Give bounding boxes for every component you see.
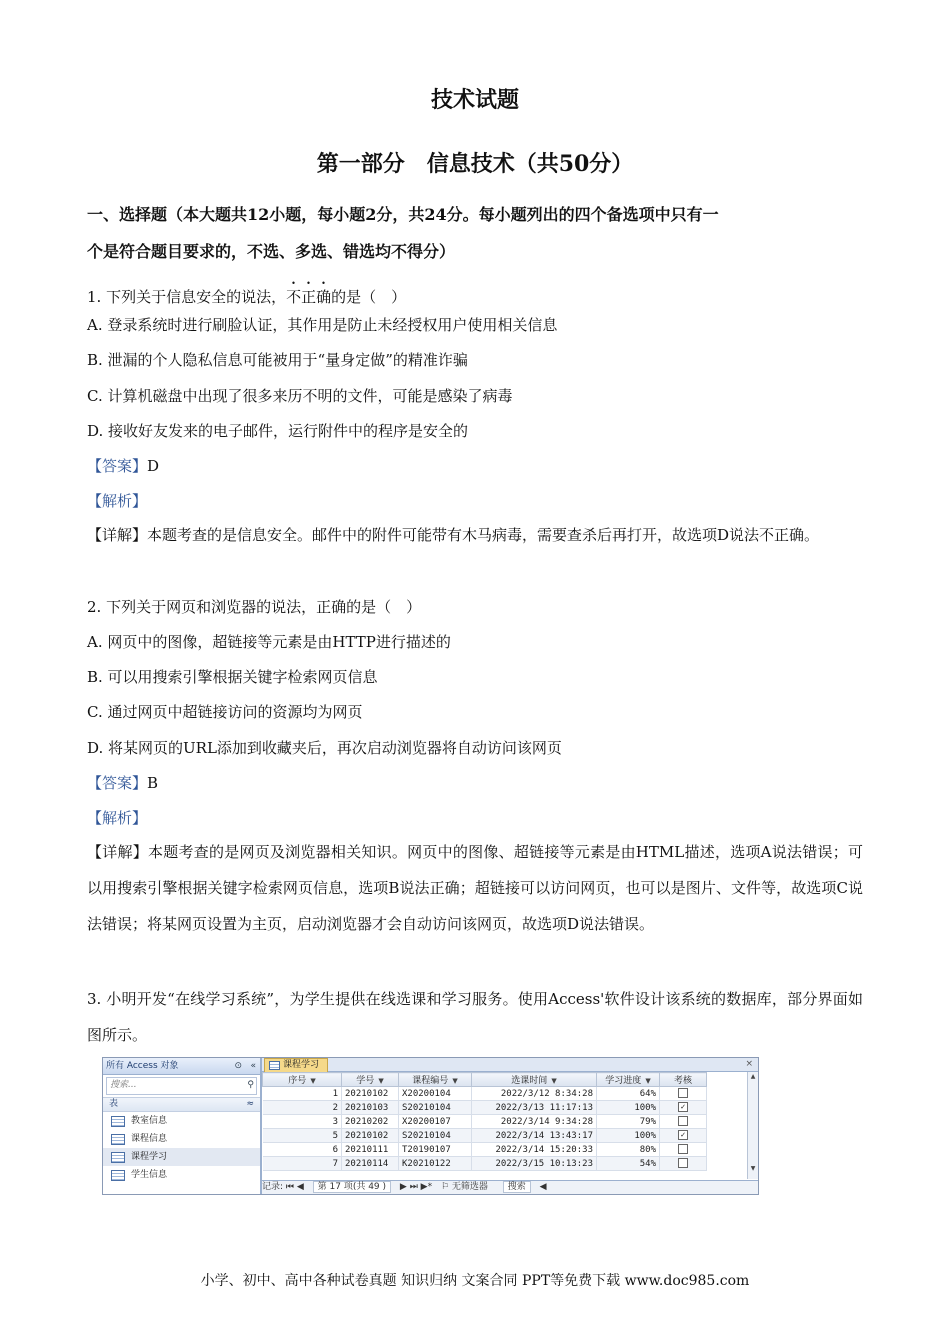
column-header[interactable]: 课程编号 ▼	[399, 1073, 472, 1087]
cell-course-id[interactable]: X20200107	[399, 1115, 472, 1129]
cell-assessment[interactable]	[660, 1143, 707, 1157]
cell-assessment[interactable]	[660, 1087, 707, 1101]
filter-status[interactable]: ⚐ 无筛选器	[440, 1182, 488, 1192]
cell-progress[interactable]: 54%	[597, 1157, 660, 1171]
record-nav-next-last[interactable]: ▶ ⏭ ▶*	[399, 1182, 433, 1192]
cell-enroll-time[interactable]: 2022/3/14 9:34:28	[472, 1115, 597, 1129]
q2-option-d: D. 将某网页的URL添加到收藏夹后，再次启动浏览器将自动访问该网页	[87, 739, 562, 757]
q2-option-a: A. 网页中的图像，超链接等元素是由HTTP进行描述的	[87, 633, 451, 651]
cell-student-id[interactable]: 20210111	[342, 1143, 399, 1157]
hscroll-left-icon[interactable]: ◀	[539, 1182, 547, 1192]
cell-student-id[interactable]: 20210103	[342, 1101, 399, 1115]
search-icon[interactable]: ⚲	[247, 1080, 254, 1090]
q1-analysis-tag: 【解析】	[87, 492, 148, 510]
sort-dropdown-icon: ▼	[310, 1077, 316, 1085]
column-header[interactable]: 考核	[660, 1073, 707, 1087]
column-header[interactable]: 学习进度 ▼	[597, 1073, 660, 1087]
q2-option-b: B. 可以用搜索引擎根据关键字检索网页信息	[87, 668, 378, 686]
cell-progress[interactable]: 80%	[597, 1143, 660, 1157]
checked-checkbox[interactable]: ✓	[678, 1130, 688, 1140]
cell-assessment[interactable]	[660, 1129, 707, 1143]
cell-assessment[interactable]	[660, 1101, 707, 1115]
sort-dropdown-icon: ▼	[378, 1077, 384, 1085]
scroll-down-icon: ▼	[750, 1165, 756, 1172]
table-row[interactable]	[263, 1087, 707, 1101]
record-navigation-bar	[262, 1180, 758, 1194]
part-title: 第一部分 信息技术（共50分）	[316, 151, 634, 177]
unchecked-checkbox[interactable]	[678, 1158, 688, 1168]
cell-course-id[interactable]: S20210104	[399, 1129, 472, 1143]
q1-option-c: C. 计算机磁盘中出现了很多来历不明的文件，可能是感染了病毒	[87, 387, 513, 405]
cell-id[interactable]: 5	[263, 1129, 342, 1143]
cell-id[interactable]: 7	[263, 1157, 342, 1171]
unchecked-checkbox[interactable]	[678, 1144, 688, 1154]
checked-checkbox[interactable]: ✓	[678, 1102, 688, 1112]
cell-student-id[interactable]: 20210102	[342, 1129, 399, 1143]
q1-answer: 【答案】D	[87, 457, 160, 475]
collapse-group-icon[interactable]: ≈	[246, 1099, 254, 1109]
nav-item-course-info[interactable]: 课程信息	[103, 1130, 260, 1148]
cell-enroll-time[interactable]: 2022/3/14 15:20:33	[472, 1143, 597, 1157]
q2-stem: 2. 下列关于网页和浏览器的说法，正确的是（ ）	[87, 598, 422, 616]
q1-option-d: D. 接收好友发来的电子邮件，运行附件中的程序是安全的	[87, 422, 469, 440]
table-icon	[111, 1134, 125, 1145]
cell-course-id[interactable]: T20190107	[399, 1143, 472, 1157]
nav-item-classroom-info[interactable]: 教室信息	[103, 1112, 260, 1130]
nav-search-input[interactable]: 搜索... ⚲	[106, 1077, 257, 1095]
cell-course-id[interactable]: S20210104	[399, 1101, 472, 1115]
table-icon	[111, 1170, 125, 1181]
record-search-input[interactable]: 搜索	[503, 1181, 531, 1193]
cell-assessment[interactable]	[660, 1157, 707, 1171]
table-row[interactable]	[263, 1115, 707, 1129]
cell-course-id[interactable]: K20210122	[399, 1157, 472, 1171]
page-footer: 小学、初中、高中各种试卷真题 知识归纳 文案合同 PPT等免费下载 www.doc985.com	[200, 1273, 750, 1289]
unchecked-checkbox[interactable]	[678, 1088, 688, 1098]
column-header[interactable]: 选课时间 ▼	[472, 1073, 597, 1087]
vertical-scrollbar[interactable]	[747, 1072, 758, 1179]
nav-item-course-study[interactable]: 课程学习	[103, 1148, 260, 1166]
cell-enroll-time[interactable]: 2022/3/15 10:13:23	[472, 1157, 597, 1171]
cell-id[interactable]: 3	[263, 1115, 342, 1129]
q1-stem: 1. 下列关于信息安全的说法，不正确的是（ ）	[87, 288, 407, 306]
cell-id[interactable]: 2	[263, 1101, 342, 1115]
nav-collapse-icon[interactable]: «	[250, 1061, 256, 1071]
cell-enroll-time[interactable]: 2022/3/14 13:43:17	[472, 1129, 597, 1143]
sort-dropdown-icon: ▼	[551, 1077, 557, 1085]
nav-pane-header[interactable]: 所有 Access 对象 ⊙ «	[103, 1058, 260, 1075]
navigation-pane	[103, 1058, 262, 1194]
q2-detail: 【详解】本题考查的是网页及浏览器相关知识。网页中的图像、超链接等元素是由HTML描述，选项A说法错误；可以用搜索引擎根据关键字检索网页信息，选项B说法正确；超链接可以访问网页，也可以是图片、文件等，故选项C说法错误；将某网页设置为主页，启动浏览器才会自动访问该网页，故选项D说法错误。	[87, 843, 863, 933]
datasheet-table	[262, 1072, 707, 1171]
scroll-up-icon: ▲	[750, 1073, 756, 1080]
access-screenshot	[102, 1057, 759, 1195]
record-position[interactable]: 第 17 项(共 49 )	[313, 1181, 391, 1193]
cell-id[interactable]: 6	[263, 1143, 342, 1157]
cell-enroll-time[interactable]: 2022/3/12 8:34:28	[472, 1087, 597, 1101]
q1-option-b: B. 泄漏的个人隐私信息可能被用于“量身定做”的精准诈骗	[87, 351, 468, 369]
cell-progress[interactable]: 79%	[597, 1115, 660, 1129]
cell-id[interactable]: 1	[263, 1087, 342, 1101]
nav-item-student-info[interactable]: 学生信息	[103, 1166, 260, 1184]
cell-student-id[interactable]: 20210114	[342, 1157, 399, 1171]
page-title: 技术试题	[430, 87, 519, 113]
nav-group-tables[interactable]: 表 ≈	[103, 1097, 260, 1112]
q1-option-a: A. 登录系统时进行刷脸认证，其作用是防止未经授权用户使用相关信息	[87, 316, 558, 334]
column-header[interactable]: 学号 ▼	[342, 1073, 399, 1087]
cell-progress[interactable]: 100%	[597, 1101, 660, 1115]
sort-dropdown-icon: ▼	[452, 1077, 458, 1085]
close-icon[interactable]: ×	[745, 1059, 753, 1069]
column-header[interactable]: 序号 ▼	[263, 1073, 342, 1087]
record-nav-first-prev[interactable]: 记录: ⏮ ◀	[262, 1182, 304, 1192]
table-row[interactable]	[263, 1129, 707, 1143]
table-icon	[111, 1152, 125, 1163]
sort-dropdown-icon: ▼	[645, 1077, 651, 1085]
tab-bar	[262, 1058, 758, 1072]
cell-student-id[interactable]: 20210202	[342, 1115, 399, 1129]
q2-option-c: C. 通过网页中超链接访问的资源均为网页	[87, 703, 363, 721]
table-row[interactable]	[263, 1157, 707, 1171]
cell-assessment[interactable]	[660, 1115, 707, 1129]
datasheet-view	[262, 1058, 758, 1194]
tab-course-study[interactable]: 课程学习	[264, 1058, 328, 1072]
q2-analysis-tag: 【解析】	[87, 809, 148, 827]
cell-progress[interactable]: 100%	[597, 1129, 660, 1143]
table-icon	[111, 1116, 125, 1127]
section-heading-line2: 个是符合题目要求的，不选、多选、错选均不得分）	[87, 242, 456, 261]
q2-answer: 【答案】B	[87, 774, 159, 792]
nav-dropdown-icon[interactable]: ⊙	[234, 1061, 242, 1071]
table-row[interactable]	[263, 1143, 707, 1157]
q3-stem: 3. 小明开发“在线学习系统”，为学生提供在线选课和学习服务。使用Access'软件设计该系统的数据库，部分界面如图所示。	[87, 990, 863, 1044]
cell-student-id[interactable]: 20210102	[342, 1087, 399, 1101]
unchecked-checkbox[interactable]	[678, 1116, 688, 1126]
cell-enroll-time[interactable]: 2022/3/13 11:17:13	[472, 1101, 597, 1115]
cell-course-id[interactable]: X20200104	[399, 1087, 472, 1101]
q1-detail: 【详解】本题考查的是信息安全。邮件中的附件可能带有木马病毒，需要查杀后再打开，故选项D说法不正确。	[87, 526, 820, 544]
section-heading-line1: 一、选择题（本大题共12小题，每小题2分，共24分。每小题列出的四个备选项中只有一	[87, 205, 719, 224]
table-row[interactable]	[263, 1101, 707, 1115]
cell-progress[interactable]: 64%	[597, 1087, 660, 1101]
table-icon	[269, 1061, 280, 1070]
